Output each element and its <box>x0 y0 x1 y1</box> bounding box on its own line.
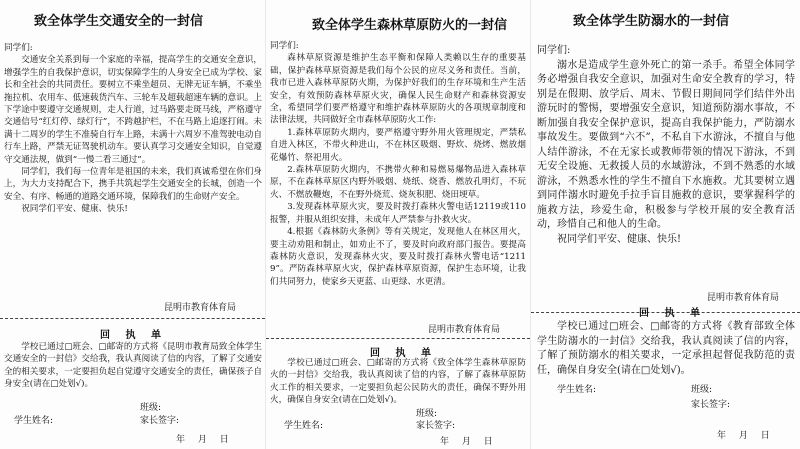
parent-signature-field: 家长签字: <box>691 400 731 410</box>
letter-title: 致全体学生森林草原防火的一封信 <box>312 18 508 33</box>
paragraph: 祝同学们平安、健康、快乐! <box>21 204 128 215</box>
receipt-paragraph: 学校已通过□班会、□邮寄的方式将《致全体学生森林草原防火的一封信》交给我，我认真阅读了信的内容，了解了森林草原防火工作的相关要求，一定要担负起公民防火的责任，确保不野外用火，确保自身安全(请在□处划√)。 <box>270 358 526 406</box>
date-field: 年 月 日 <box>440 437 493 447</box>
parent-signature-field: 家长签字: <box>416 421 456 431</box>
student-name-field: 学生姓名: <box>284 421 324 431</box>
receipt-title: 回 执 单 <box>100 330 167 341</box>
greeting: 同学们: <box>270 41 299 51</box>
parent-signature-field: 家长签字: <box>140 416 180 426</box>
cut-line <box>266 338 530 339</box>
cut-line <box>0 318 265 319</box>
greeting: 同学们: <box>537 45 571 56</box>
class-field: 班级: <box>691 385 713 395</box>
receipt-paragraph: 学校已通过□班会、□邮寄的方式将《昆明市教育局致全体学生交通安全的一封信》交给我，我认真阅读了信的内容，了解了交通安全的相关要求，一定要担负起自觉遵守交通安全的责任，确保孩子自身安全(请在□处划√)。 <box>4 342 262 390</box>
letter-traffic-safety <box>0 0 265 449</box>
letter-title: 致全体学生防溺水的一封信 <box>573 14 730 29</box>
letter-title: 致全体学生交通安全的一封信 <box>34 14 204 29</box>
date-field: 年 月 日 <box>717 431 770 441</box>
student-name-field: 学生姓名: <box>557 385 597 395</box>
receipt-title: 回 执 单 <box>639 308 706 319</box>
date-field: 年 月 日 <box>176 435 229 445</box>
signature: 昆明市教育体育局 <box>428 325 501 335</box>
receipt-title: 回 执 单 <box>370 348 437 359</box>
letter-body <box>4 42 262 216</box>
receipt-text <box>537 320 795 378</box>
paragraph: 交通安全关系到每一个家庭的幸福，提高学生的交通安全意识，增强学生的自我保护意识，切实保障学生的人身安全已成为学校、家长和全社会的共同责任。要树立不乘坐超员、无牌无证车辆，不乘坐拖拉机、农用车、低速载货汽车、三轮车及超载超速车辆的意识。上下学途中要遵守交通规则，走人行道，过马路要走斑马线，严格遵守交通信号“红灯停、绿灯行”，不跨越护栏，不在马路上追逐打闹。未满十二周岁的学生不准骑自行车上路，未满十六周岁不准驾驶电动自行车上路，严禁无证驾驶机动车。要认真学习交通安全知识，自觉遵守交通法规，做到“一慢二看三通过”。 <box>4 55 263 165</box>
paragraph: 溺水是造成学生意外死亡的第一杀手。希望全体同学务必增强自我安全意识，加强对生命安全教育的学习，特别是在假期、放学后、周末、节假日期间同学们结伴外出游玩时的警惕，要增强安全意识，知道预防溺水事故，不断加强自我安全保护意识，提高自我保护能力，严防溺水事故发生。要做到“六不”，不私自下水游泳，不擅自与他人结伴游泳，不在无家长或教师带领的情况下游泳，不到无安全设施、无救援人员的水域游泳，不到不熟悉的水域游泳，不熟悉水性的学生不擅自下水施救。尤其要树立遇到同伴溺水时避免手拉手盲目施救的意识，要掌握科学的施救方法，珍爱生命，积极参与学校开展的安全教育活动，珍惜自己和他人的生命。 <box>537 59 795 230</box>
paragraph: 1.森林草原防火期内，要严格遵守野外用火管理规定，严禁私自进入林区，不带火种进山，不在林区吸烟、野炊、烧烤、燃放烟花爆竹、祭祀用火。 <box>270 127 526 163</box>
greeting: 同学们: <box>4 43 33 53</box>
paragraph: 3.发现森林草原火灾，要及时拨打森林火警电话12119或110报警，并服从组织安排，未成年人严禁参与扑救火灾。 <box>270 202 526 225</box>
paragraph: 2.森林草原防火期内，不携带火种和易燃易爆物品进入森林草原，不在森林草原区内野外吸烟、烧纸、烧香、燃放孔明灯，不玩火、不燃放鞭炮，不在野外烧荒、烧灰积肥、烧田埂草。 <box>270 165 526 200</box>
receipt-text <box>270 357 526 407</box>
letter-body <box>270 40 526 288</box>
student-name-field: 学生姓名: <box>14 416 54 426</box>
paragraph: 4.根据《森林防火条例》等有关规定，发现他人在林区用火，要主动劝阻和制止，如劝止不了，要及时向政府部门报告。要提高森林防火意识，发现森林火灾，要及时拨打森林火警电话“12119”。严防森林草原火灾，保护森林草原资源，保护生态环境，让我们共同努力，使家乡天更蓝、山更绿、水更清。 <box>270 227 526 287</box>
receipt-paragraph: 学校已通过□班会、□邮寄的方式将《教育部致全体学生防溺水的一封信》交给我，我认真阅读了信的内容，了解了预防溺水的相关要求，一定承担起督促我防范的责任，确保自身安全(请在□处划√)。 <box>537 321 795 376</box>
letter-drowning-prevention <box>531 0 800 449</box>
letter-body <box>537 44 795 247</box>
class-field: 班级: <box>416 409 438 419</box>
paragraph: 祝同学们平安、健康、快乐! <box>557 233 682 245</box>
signature: 昆明市教育体育局 <box>164 303 237 313</box>
letter-forest-fire <box>266 0 530 449</box>
class-field: 班级: <box>140 403 162 413</box>
signature: 昆明市教育体育局 <box>707 293 780 303</box>
paragraph: 同学们，我们每一位青年是祖国的未来，我们真诚希望在你们身上，为大力支持配合下，携手共筑起学生交通安全的长城，创造一个安全、有序、畅通的道路交通环境，保障我们的生命财产安全。 <box>4 167 262 202</box>
paragraph: 森林草原资源是维护生态平衡和保障人类赖以生存的重要基础，保护森林草原资源是我们每个公民的应尽义务和责任。当前，我市已进入森林草原防火期，为保护好我们的生存环境和生产生活安全，有效预防森林草原火灾，确保人民生命财产和森林资源安全，希望同学们要严格遵守和维护森林草原防火的各项规章制度和法律法规，共同做好全市森林草原防火工作: <box>270 53 526 126</box>
receipt-text <box>4 341 262 391</box>
